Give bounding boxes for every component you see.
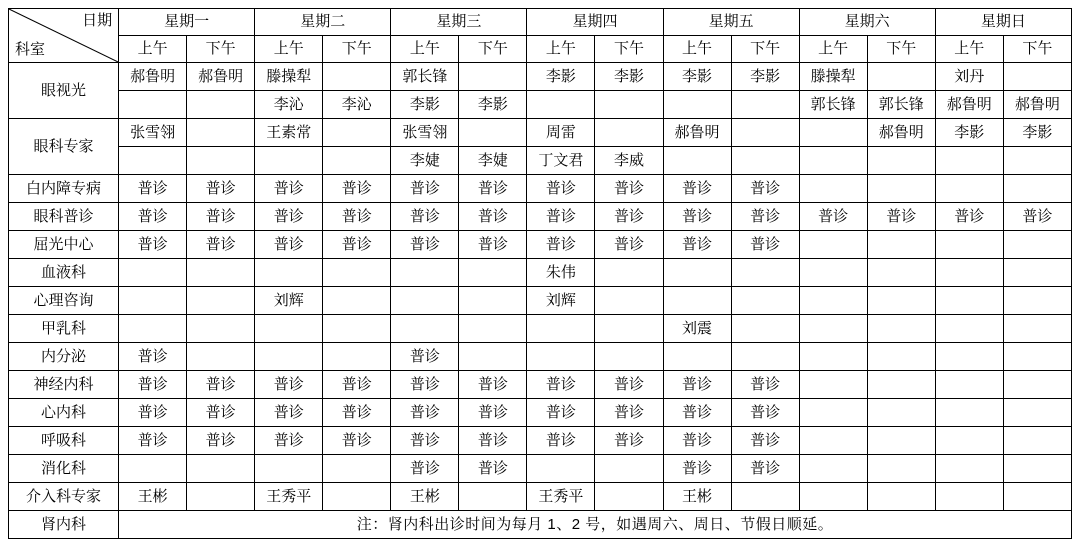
table-body — [9, 63, 1072, 539]
schedule-cell: 李沁 — [255, 91, 323, 119]
schedule-cell: 张雪翎 — [391, 119, 459, 147]
table-row — [9, 147, 1072, 175]
schedule-cell: 普诊 — [663, 175, 731, 203]
schedule-cell: 郝鲁明 — [935, 91, 1003, 119]
schedule-cell — [799, 175, 867, 203]
day-header-thursday: 星期四 — [527, 9, 663, 36]
schedule-cell — [323, 315, 391, 343]
schedule-cell — [935, 259, 1003, 287]
schedule-cell — [1003, 371, 1071, 399]
schedule-cell — [867, 483, 935, 511]
header-row-halves — [9, 36, 1072, 63]
schedule-cell — [1003, 175, 1071, 203]
schedule-cell: 周雷 — [527, 119, 595, 147]
schedule-cell — [187, 287, 255, 315]
schedule-cell — [799, 315, 867, 343]
row-header-department: 介入科专家 — [9, 483, 119, 511]
schedule-cell: 王彬 — [391, 483, 459, 511]
table-row — [9, 455, 1072, 483]
schedule-cell: 刘辉 — [527, 287, 595, 315]
schedule-cell — [187, 483, 255, 511]
schedule-cell: 普诊 — [391, 455, 459, 483]
schedule-cell: 普诊 — [527, 371, 595, 399]
schedule-cell — [867, 455, 935, 483]
table-row — [9, 343, 1072, 371]
half-header-sun-pm: 下午 — [1003, 36, 1071, 63]
schedule-cell — [799, 371, 867, 399]
table-row — [9, 119, 1072, 147]
schedule-cell: 丁文君 — [527, 147, 595, 175]
schedule-cell — [527, 315, 595, 343]
schedule-cell — [119, 287, 187, 315]
schedule-cell — [459, 315, 527, 343]
half-header-tue-pm: 下午 — [323, 36, 391, 63]
schedule-cell: 普诊 — [391, 343, 459, 371]
schedule-cell: 普诊 — [731, 203, 799, 231]
schedule-cell: 普诊 — [935, 203, 1003, 231]
schedule-cell: 普诊 — [459, 231, 527, 259]
schedule-cell — [663, 147, 731, 175]
schedule-cell: 普诊 — [187, 399, 255, 427]
schedule-cell: 普诊 — [119, 203, 187, 231]
schedule-cell — [799, 483, 867, 511]
schedule-cell: 普诊 — [323, 427, 391, 455]
table-row — [9, 175, 1072, 203]
schedule-cell — [867, 427, 935, 455]
half-header-sat-am: 上午 — [799, 36, 867, 63]
schedule-cell: 普诊 — [119, 343, 187, 371]
schedule-cell — [187, 455, 255, 483]
schedule-cell: 普诊 — [731, 175, 799, 203]
row-header-department: 心理咨询 — [9, 287, 119, 315]
schedule-cell: 普诊 — [527, 231, 595, 259]
schedule-cell — [867, 259, 935, 287]
day-header-friday: 星期五 — [663, 9, 799, 36]
schedule-cell: 普诊 — [595, 203, 663, 231]
schedule-cell: 普诊 — [391, 371, 459, 399]
schedule-cell: 普诊 — [323, 231, 391, 259]
schedule-cell: 普诊 — [527, 427, 595, 455]
schedule-cell — [595, 287, 663, 315]
schedule-cell: 普诊 — [187, 427, 255, 455]
schedule-cell: 张雪翎 — [119, 119, 187, 147]
schedule-cell — [935, 399, 1003, 427]
schedule-cell: 郭长锋 — [867, 91, 935, 119]
schedule-cell: 普诊 — [595, 427, 663, 455]
schedule-cell — [187, 259, 255, 287]
schedule-cell: 郝鲁明 — [663, 119, 731, 147]
table-header — [9, 9, 1072, 63]
schedule-cell: 滕操犁 — [255, 63, 323, 91]
schedule-cell: 普诊 — [187, 175, 255, 203]
schedule-cell: 李影 — [731, 63, 799, 91]
schedule-cell — [799, 231, 867, 259]
schedule-cell — [527, 455, 595, 483]
half-header-sat-pm: 下午 — [867, 36, 935, 63]
schedule-cell — [867, 287, 935, 315]
half-header-mon-pm: 下午 — [187, 36, 255, 63]
schedule-cell — [1003, 427, 1071, 455]
schedule-cell: 普诊 — [323, 203, 391, 231]
schedule-cell — [731, 91, 799, 119]
schedule-cell — [255, 259, 323, 287]
schedule-cell — [1003, 343, 1071, 371]
schedule-cell — [595, 315, 663, 343]
schedule-cell — [187, 315, 255, 343]
schedule-cell — [663, 91, 731, 119]
schedule-cell: 普诊 — [187, 231, 255, 259]
schedule-cell: 王素常 — [255, 119, 323, 147]
schedule-cell — [187, 343, 255, 371]
schedule-cell: 普诊 — [1003, 203, 1071, 231]
schedule-cell: 普诊 — [459, 175, 527, 203]
schedule-cell: 普诊 — [663, 203, 731, 231]
half-header-tue-am: 上午 — [255, 36, 323, 63]
schedule-cell — [1003, 259, 1071, 287]
row-header-department: 眼科普诊 — [9, 203, 119, 231]
row-header-department: 眼科专家 — [9, 119, 119, 175]
schedule-cell — [731, 147, 799, 175]
schedule-cell: 郝鲁明 — [1003, 91, 1071, 119]
schedule-cell: 普诊 — [255, 399, 323, 427]
schedule-cell — [119, 147, 187, 175]
schedule-cell: 李婕 — [391, 147, 459, 175]
schedule-cell — [255, 147, 323, 175]
schedule-cell — [663, 259, 731, 287]
schedule-cell: 普诊 — [459, 371, 527, 399]
row-header-department: 肾内科 — [9, 511, 119, 539]
schedule-cell — [935, 343, 1003, 371]
schedule-cell: 普诊 — [391, 399, 459, 427]
corner-header-cell — [9, 9, 119, 63]
header-row-days — [9, 9, 1072, 36]
schedule-cell: 朱伟 — [527, 259, 595, 287]
schedule-cell — [595, 119, 663, 147]
schedule-cell — [935, 371, 1003, 399]
schedule-cell: 普诊 — [663, 427, 731, 455]
schedule-cell — [867, 63, 935, 91]
schedule-cell — [1003, 287, 1071, 315]
schedule-cell: 王彬 — [663, 483, 731, 511]
schedule-cell: 王彬 — [119, 483, 187, 511]
schedule-cell — [867, 343, 935, 371]
half-header-thu-pm: 下午 — [595, 36, 663, 63]
schedule-cell — [595, 343, 663, 371]
row-header-department: 内分泌 — [9, 343, 119, 371]
table-row — [9, 371, 1072, 399]
schedule-cell: 普诊 — [459, 427, 527, 455]
schedule-cell: 普诊 — [255, 231, 323, 259]
schedule-cell: 普诊 — [527, 399, 595, 427]
schedule-cell: 郭长锋 — [799, 91, 867, 119]
schedule-cell — [1003, 315, 1071, 343]
schedule-cell: 李影 — [595, 63, 663, 91]
schedule-cell: 普诊 — [119, 427, 187, 455]
header-date-label: 日期 — [82, 12, 113, 29]
schedule-cell — [1003, 483, 1071, 511]
schedule-cell — [1003, 399, 1071, 427]
schedule-cell — [935, 483, 1003, 511]
table-row — [9, 259, 1072, 287]
schedule-cell — [323, 119, 391, 147]
table-row — [9, 203, 1072, 231]
schedule-cell — [799, 427, 867, 455]
schedule-cell — [323, 147, 391, 175]
schedule-cell — [935, 231, 1003, 259]
table-row — [9, 427, 1072, 455]
schedule-cell — [867, 231, 935, 259]
schedule-cell — [935, 287, 1003, 315]
schedule-cell — [323, 63, 391, 91]
schedule-table — [8, 8, 1072, 539]
schedule-cell: 普诊 — [391, 231, 459, 259]
footer-note: 注：肾内科出诊时间为每月 1、2 号，如遇周六、周日、节假日顺延。 — [119, 511, 1072, 539]
schedule-cell — [663, 343, 731, 371]
schedule-cell: 普诊 — [731, 399, 799, 427]
row-header-department: 眼视光 — [9, 63, 119, 119]
schedule-cell — [935, 147, 1003, 175]
schedule-cell: 普诊 — [391, 427, 459, 455]
schedule-cell: 李影 — [527, 63, 595, 91]
schedule-cell: 李影 — [935, 119, 1003, 147]
schedule-cell: 普诊 — [527, 203, 595, 231]
schedule-cell — [799, 147, 867, 175]
schedule-cell — [391, 259, 459, 287]
schedule-cell — [187, 147, 255, 175]
schedule-cell: 郝鲁明 — [119, 63, 187, 91]
schedule-cell — [799, 119, 867, 147]
schedule-cell — [527, 343, 595, 371]
schedule-cell: 普诊 — [867, 203, 935, 231]
table-row — [9, 231, 1072, 259]
day-header-monday: 星期一 — [119, 9, 255, 36]
schedule-cell: 李威 — [595, 147, 663, 175]
schedule-cell — [731, 259, 799, 287]
schedule-cell — [595, 259, 663, 287]
schedule-cell: 普诊 — [255, 427, 323, 455]
schedule-cell — [595, 91, 663, 119]
schedule-cell — [799, 343, 867, 371]
schedule-cell: 李影 — [391, 91, 459, 119]
table-row — [9, 483, 1072, 511]
schedule-cell — [1003, 455, 1071, 483]
schedule-sheet — [8, 8, 1072, 539]
schedule-cell — [867, 371, 935, 399]
schedule-cell — [663, 287, 731, 315]
schedule-cell — [323, 287, 391, 315]
schedule-cell — [323, 483, 391, 511]
schedule-cell — [731, 119, 799, 147]
row-header-department: 消化科 — [9, 455, 119, 483]
schedule-cell: 李沁 — [323, 91, 391, 119]
schedule-cell: 王秀平 — [527, 483, 595, 511]
schedule-cell — [459, 259, 527, 287]
schedule-cell — [527, 91, 595, 119]
schedule-cell — [187, 119, 255, 147]
schedule-cell — [1003, 231, 1071, 259]
schedule-cell: 普诊 — [663, 399, 731, 427]
half-header-wed-am: 上午 — [391, 36, 459, 63]
schedule-cell — [867, 147, 935, 175]
schedule-cell — [935, 455, 1003, 483]
schedule-cell: 普诊 — [595, 231, 663, 259]
schedule-cell: 普诊 — [187, 203, 255, 231]
schedule-cell — [867, 175, 935, 203]
schedule-cell: 普诊 — [187, 371, 255, 399]
schedule-cell — [391, 315, 459, 343]
schedule-cell — [119, 315, 187, 343]
schedule-cell — [1003, 147, 1071, 175]
schedule-cell: 普诊 — [323, 399, 391, 427]
half-header-wed-pm: 下午 — [459, 36, 527, 63]
schedule-cell — [799, 399, 867, 427]
schedule-cell — [323, 343, 391, 371]
schedule-cell — [799, 455, 867, 483]
table-row — [9, 315, 1072, 343]
schedule-cell: 普诊 — [595, 371, 663, 399]
table-row — [9, 399, 1072, 427]
schedule-cell: 普诊 — [459, 455, 527, 483]
schedule-cell: 普诊 — [731, 371, 799, 399]
schedule-cell: 普诊 — [527, 175, 595, 203]
schedule-cell: 郝鲁明 — [187, 63, 255, 91]
schedule-cell: 刘震 — [663, 315, 731, 343]
table-row — [9, 287, 1072, 315]
schedule-cell: 普诊 — [595, 175, 663, 203]
schedule-cell — [119, 259, 187, 287]
schedule-cell — [731, 315, 799, 343]
schedule-cell — [731, 287, 799, 315]
schedule-cell: 普诊 — [663, 371, 731, 399]
schedule-cell: 郭长锋 — [391, 63, 459, 91]
schedule-cell — [255, 343, 323, 371]
schedule-cell: 普诊 — [731, 231, 799, 259]
half-header-mon-am: 上午 — [119, 36, 187, 63]
schedule-cell — [1003, 63, 1071, 91]
schedule-cell — [255, 455, 323, 483]
schedule-cell: 李婕 — [459, 147, 527, 175]
schedule-cell: 刘辉 — [255, 287, 323, 315]
schedule-cell — [867, 315, 935, 343]
schedule-cell: 普诊 — [255, 175, 323, 203]
schedule-cell: 普诊 — [119, 371, 187, 399]
half-header-thu-am: 上午 — [527, 36, 595, 63]
schedule-cell: 普诊 — [799, 203, 867, 231]
schedule-cell — [867, 399, 935, 427]
schedule-cell — [799, 287, 867, 315]
schedule-cell — [595, 483, 663, 511]
schedule-cell: 普诊 — [119, 399, 187, 427]
schedule-cell: 李影 — [1003, 119, 1071, 147]
schedule-cell: 普诊 — [391, 203, 459, 231]
schedule-cell — [459, 63, 527, 91]
schedule-cell — [459, 343, 527, 371]
half-header-fri-pm: 下午 — [731, 36, 799, 63]
schedule-cell: 普诊 — [663, 455, 731, 483]
half-header-sun-am: 上午 — [935, 36, 1003, 63]
schedule-cell: 普诊 — [119, 231, 187, 259]
schedule-cell: 普诊 — [323, 175, 391, 203]
schedule-cell — [459, 287, 527, 315]
schedule-cell — [391, 287, 459, 315]
row-header-department: 心内科 — [9, 399, 119, 427]
schedule-cell — [935, 175, 1003, 203]
schedule-cell: 刘丹 — [935, 63, 1003, 91]
day-header-saturday: 星期六 — [799, 9, 935, 36]
row-header-department: 呼吸科 — [9, 427, 119, 455]
day-header-sunday: 星期日 — [935, 9, 1071, 36]
schedule-cell: 普诊 — [731, 455, 799, 483]
schedule-cell: 滕操犁 — [799, 63, 867, 91]
schedule-cell — [459, 119, 527, 147]
schedule-cell: 李影 — [663, 63, 731, 91]
schedule-cell: 普诊 — [663, 231, 731, 259]
row-header-department: 白内障专病 — [9, 175, 119, 203]
schedule-cell — [799, 259, 867, 287]
day-header-tuesday: 星期二 — [255, 9, 391, 36]
schedule-cell — [731, 343, 799, 371]
table-row — [9, 91, 1072, 119]
table-row — [9, 63, 1072, 91]
schedule-cell — [323, 455, 391, 483]
schedule-cell — [119, 91, 187, 119]
schedule-cell: 普诊 — [323, 371, 391, 399]
day-header-wednesday: 星期三 — [391, 9, 527, 36]
row-header-department: 甲乳科 — [9, 315, 119, 343]
schedule-cell: 郝鲁明 — [867, 119, 935, 147]
row-header-department: 神经内科 — [9, 371, 119, 399]
schedule-cell: 普诊 — [731, 427, 799, 455]
schedule-cell: 普诊 — [255, 203, 323, 231]
row-header-department: 屈光中心 — [9, 231, 119, 259]
half-header-fri-am: 上午 — [663, 36, 731, 63]
schedule-cell: 普诊 — [459, 203, 527, 231]
schedule-cell — [459, 483, 527, 511]
schedule-cell: 王秀平 — [255, 483, 323, 511]
schedule-cell — [595, 455, 663, 483]
schedule-cell — [323, 259, 391, 287]
header-dept-label: 科室 — [15, 41, 46, 58]
schedule-cell — [187, 91, 255, 119]
schedule-cell — [935, 315, 1003, 343]
schedule-cell: 普诊 — [255, 371, 323, 399]
schedule-cell — [119, 455, 187, 483]
schedule-cell — [255, 315, 323, 343]
row-header-department: 血液科 — [9, 259, 119, 287]
schedule-cell — [935, 427, 1003, 455]
schedule-cell: 李影 — [459, 91, 527, 119]
schedule-cell — [731, 483, 799, 511]
schedule-cell: 普诊 — [119, 175, 187, 203]
schedule-cell: 普诊 — [595, 399, 663, 427]
schedule-cell: 普诊 — [459, 399, 527, 427]
schedule-cell: 普诊 — [391, 175, 459, 203]
